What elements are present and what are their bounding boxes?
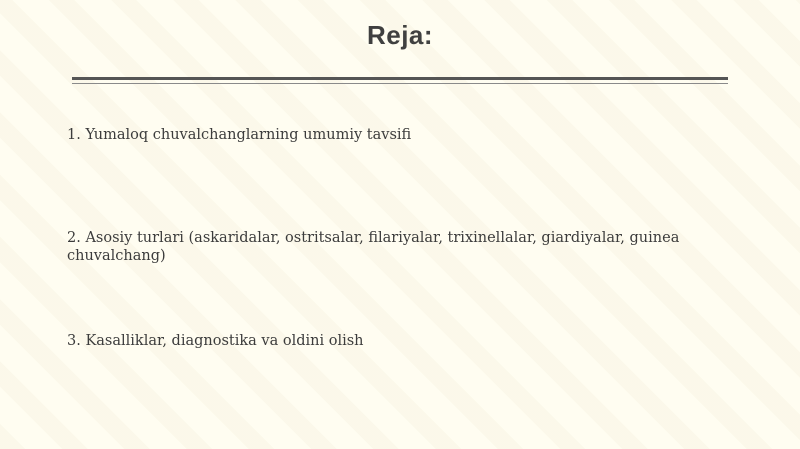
title-divider-thin [72, 83, 728, 84]
title-divider-thick [72, 77, 728, 80]
plan-item-2: 2. Asosiy turlari (askaridalar, ostritsalar, filariyalar, trixinellalar, giardiyalar, guinea chuvalchang) [67, 230, 680, 264]
plan-item-3: 3. Kasalliklar, diagnostika va oldini olish [67, 333, 364, 349]
slide-title: Reja: [366, 20, 434, 50]
plan-item-1: 1. Yumaloq chuvalchanglarning umumiy tavsifi [67, 127, 412, 143]
